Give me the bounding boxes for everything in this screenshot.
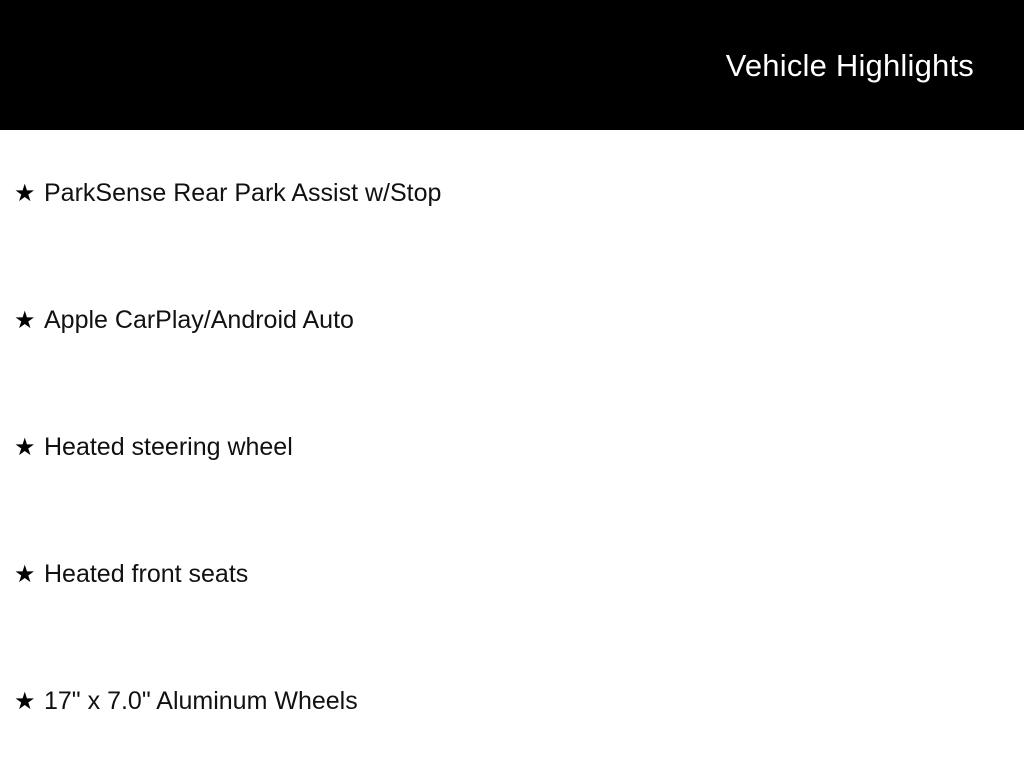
star-icon: ★ [14,687,36,715]
highlight-label: Apple CarPlay/Android Auto [44,305,354,334]
list-item [0,511,1024,638]
list-item [0,257,1024,384]
vehicle-highlights-list [0,130,1024,765]
highlight-label: 17" x 7.0" Aluminum Wheels [44,686,358,715]
list-item [0,638,1024,765]
list-item [0,130,1024,257]
page-title: Vehicle Highlights [725,47,974,83]
star-icon: ★ [14,433,36,461]
highlight-label: ParkSense Rear Park Assist w/Stop [44,178,442,207]
highlight-label: Heated front seats [44,559,249,588]
list-item [0,384,1024,511]
star-icon: ★ [14,306,36,334]
highlight-label: Heated steering wheel [44,432,293,461]
star-icon: ★ [14,179,36,207]
header-bar [0,0,1024,130]
star-icon: ★ [14,560,36,588]
